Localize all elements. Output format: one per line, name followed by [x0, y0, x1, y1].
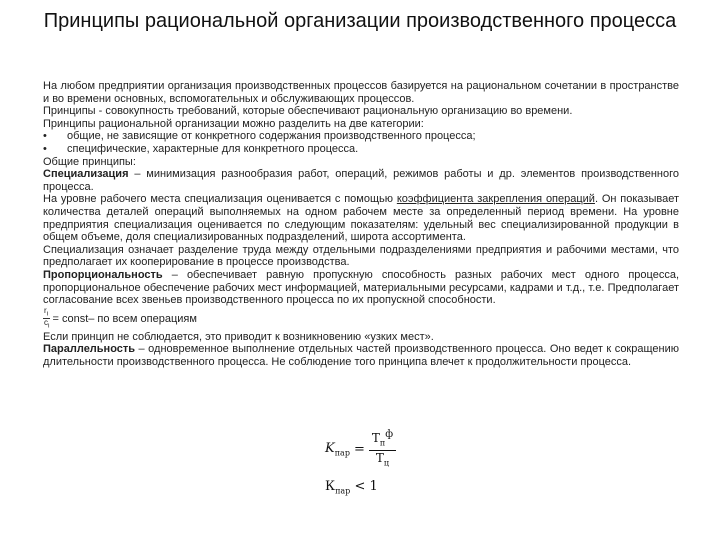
paragraph-parallelism	[43, 343, 679, 368]
ratio-formula	[43, 307, 679, 331]
paragraph-proportionality	[43, 269, 679, 307]
bullet-specific	[43, 143, 679, 156]
paragraph-coefficient	[43, 193, 679, 243]
formula-equals: =	[353, 441, 365, 457]
paragraph-specialization	[43, 168, 679, 193]
formula-lhs-letter: K	[325, 441, 335, 457]
ratio-fraction	[43, 307, 50, 331]
bullet-text: специфические, характерные для конкретного процесса.	[67, 142, 359, 155]
body-text	[43, 80, 679, 369]
bullet-marker: •	[43, 142, 47, 155]
proportionality-text: – обеспечивает равную пропускную способность разных рабочих мест одного процесса, пропорциональное обеспечение рабочих мест информацией, материальными ресурсами, кадрами и т.д., т.е. Предполагает согласование всех звеньев производственного процесса по их пропускной способности.	[43, 268, 679, 307]
formula-fraction	[369, 428, 396, 471]
paragraph-intro: На любом предприятии организация производственных процессов базируется на рациональном сочетании в пространстве и во времени основных, вспомогательных и обслуживающих процессов.	[43, 80, 679, 105]
formula-num-letter: Т	[371, 431, 380, 445]
formula-den-sub: ц	[383, 458, 390, 468]
formula2-sub: пар	[335, 486, 351, 496]
formula-numerator	[369, 428, 396, 451]
term-proportionality: Пропорциональность	[43, 268, 163, 281]
specialization-text: – минимизация разнообразия работ, операций, режимов работы и др. элементов производственного процесса.	[43, 168, 679, 193]
ratio-den-letter: c	[44, 318, 48, 328]
ratio-num-sub: i	[46, 310, 49, 318]
formula-lhs	[325, 441, 350, 458]
ratio-num-letter: r	[44, 305, 47, 315]
paragraph-division-of-labor: Специализация означает разделение труда между отдельными подразделениями предприятия и рабочими местами, что предполагает их кооперирование в процессе производства.	[43, 243, 679, 269]
ratio-den-sub: i	[48, 322, 50, 330]
bullet-text: общие, не зависящие от конкретного содержания производственного процесса;	[67, 130, 476, 143]
parallelism-text: – одновременное выполнение отдельных частей производственного процесса. Оно ведет к сокращению длительности производственного процесса. Не соблюдение того принципа влечет к продолжительности процесса.	[43, 343, 679, 369]
formula-num-sub: п	[379, 438, 386, 448]
ratio-denominator	[43, 319, 50, 331]
ratio-rest: = const– по всем операциям	[52, 312, 197, 325]
formula-den-letter: Т	[375, 451, 384, 466]
formula2-relation: < 1	[354, 478, 378, 494]
paragraph-bottlenecks: Если принцип не соблюдается, это приводит к возникновению «узких мест».	[43, 330, 434, 343]
formula-denominator	[376, 451, 389, 470]
formula-line-2	[325, 479, 445, 496]
bullet-marker: •	[43, 130, 47, 143]
formula-line-1	[325, 428, 445, 471]
coefficient-link[interactable]: коэффициента закрепления операций	[396, 193, 595, 206]
term-parallelism: Параллельность	[43, 343, 136, 356]
bullet-general	[43, 130, 679, 143]
formula2-lhs: К	[325, 478, 336, 494]
paragraph-categories: Принципы рациональной организации можно разделить на две категории:	[43, 117, 424, 130]
formula-lhs-sub: пар	[334, 448, 350, 458]
paragraph-general-principles: Общие принципы:	[43, 155, 136, 168]
paragraph-principles-def: Принципы - совокупность требований, которые обеспечивают рациональную организацию во времени.	[43, 105, 573, 118]
term-specialization: Специализация	[43, 168, 129, 181]
parallelism-formula	[325, 428, 445, 495]
formula-num-sup: ф	[385, 429, 394, 440]
slide-title: Принципы рациональной организации производственного процесса	[43, 10, 677, 32]
coefficient-text-a: На уровне рабочего места специализация оценивается с помощью	[43, 193, 397, 206]
coefficient-text-b: . Он показывает количества деталей операций выполняемых на одном рабочем месте за определенный период времени. На уровне предприятия специализация оценивается по следующим показателям: удельный вес специализированной продукции в общем объеме, доля специализированных подразделений, широта ассортимента.	[43, 193, 680, 244]
